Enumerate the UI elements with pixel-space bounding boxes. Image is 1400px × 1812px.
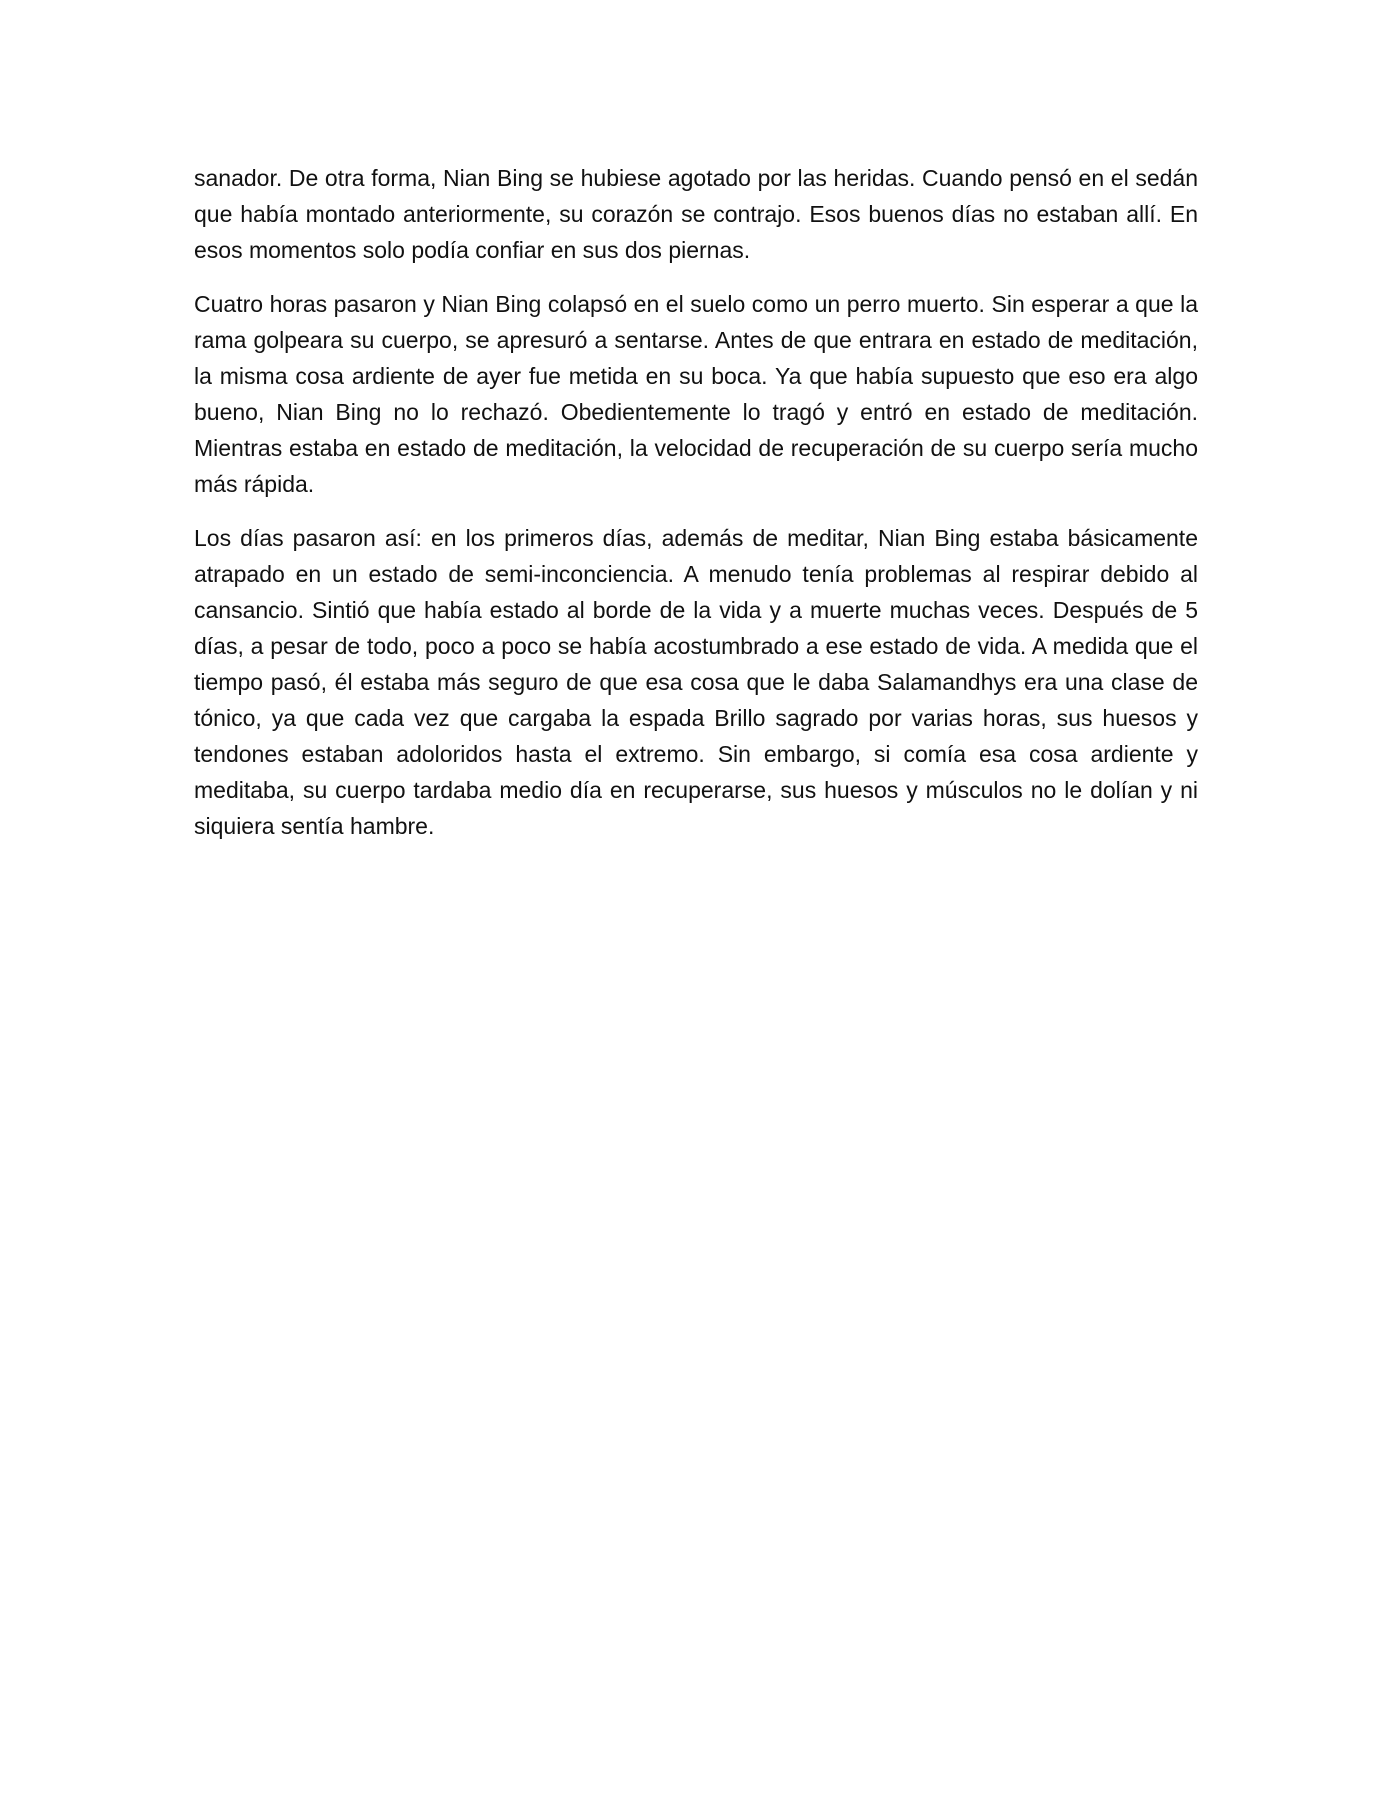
paragraph-3: Los días pasaron así: en los primeros días, además de meditar, Nian Bing estaba básicamente atrapado en un estado de semi-inconciencia. A menudo tenía problemas al respirar debido al cansancio. Sintió que había estado al borde de la vida y a muerte muchas veces. Después de 5 días, a pesar de todo, poco a poco se había acostumbrado a ese estado de vida. A medida que el tiempo pasó, él estaba más seguro de que esa cosa que le daba Salamandhys era una clase de tónico, ya que cada vez que cargaba la espada Brillo sagrado por varias horas, sus huesos y tendones estaban adoloridos hasta el extremo. Sin embargo, si comía esa cosa ardiente y meditaba, su cuerpo tardaba medio día en recuperarse, sus huesos y músculos no le dolían y ni siquiera sentía hambre. xyxy=(194,525,1198,839)
paragraph-1: sanador. De otra forma, Nian Bing se hubiese agotado por las heridas. Cuando pensó en el sedán que había montado anteriormente, su corazón se contrajo. Esos buenos días no estaban allí. En esos momentos solo podía confiar en sus dos piernas. xyxy=(194,165,1198,263)
document-body xyxy=(194,160,1198,862)
paragraph-2: Cuatro horas pasaron y Nian Bing colapsó en el suelo como un perro muerto. Sin esperar a que la rama golpeara su cuerpo, se apresuró a sentarse. Antes de que entrara en estado de meditación, la misma cosa ardiente de ayer fue metida en su boca. Ya que había supuesto que eso era algo bueno, Nian Bing no lo rechazó. Obedientemente lo tragó y entró en estado de meditación. Mientras estaba en estado de meditación, la velocidad de recuperación de su cuerpo sería mucho más rápida. xyxy=(194,291,1198,497)
